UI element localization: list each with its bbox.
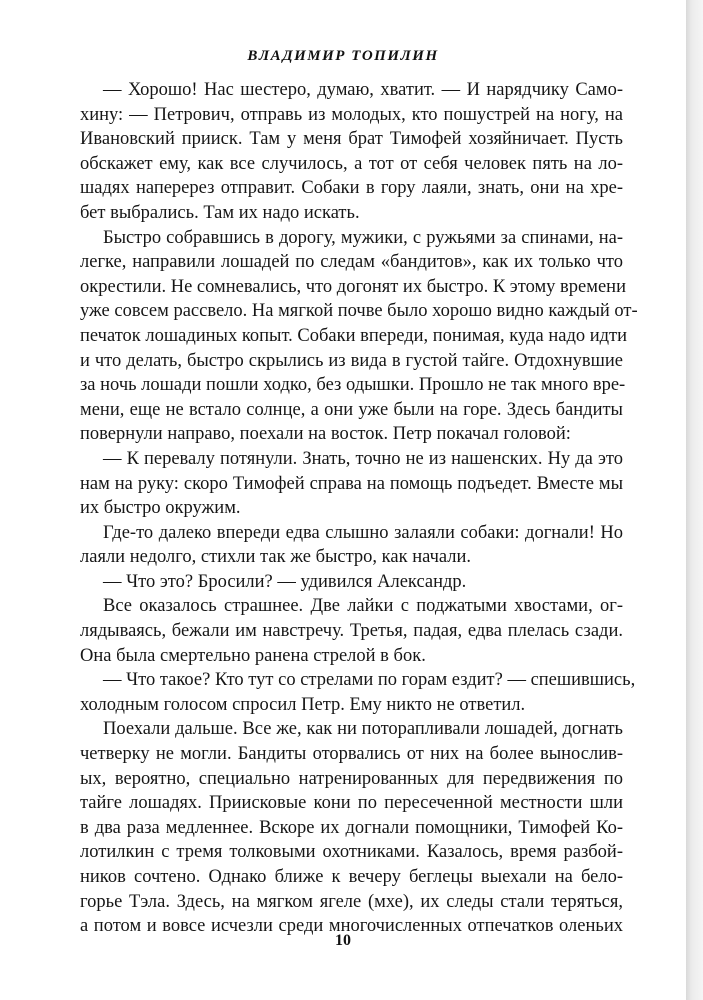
paragraph <box>80 570 623 595</box>
text-line: за ночь лошади пошли ходко, без одышки. Прошло не так много вре- <box>80 375 626 396</box>
text-line: четверку не могли. Бандиты оторвались от них на более вынослив- <box>80 744 623 765</box>
paragraph <box>80 717 623 938</box>
text-line: тайге лошадях. Приисковые кони по пересеченной местности шли <box>80 793 623 814</box>
text-line: уже совсем рассвело. На мягкой почве было хорошо видно каждый от- <box>80 301 638 322</box>
text-line: шадях наперерез отправит. Собаки в гору лаяли, знать, они на хре- <box>80 178 623 199</box>
page-number: 10 <box>335 932 351 949</box>
text-line: печаток лошадиных копыт. Собаки впереди, понимая, куда надо идти <box>80 325 628 346</box>
text-line: в два раза медленнее. Вскоре их догнали помощники, Тимофей Ко- <box>80 817 623 838</box>
text-line: мени, еще не встало солнце, а они уже были на горе. Здесь бандиты <box>80 399 623 420</box>
text-line: и что делать, быстро скрылись из вида в густой тайге. Отдохнувшие <box>80 350 623 371</box>
text-line: Поехали дальше. Все же, как ни поторапливали лошадей, догнать <box>103 719 623 740</box>
running-head: ВЛАДИМИР ТОПИЛИН <box>247 48 439 64</box>
text-line: лаяли недолго, стихли так же быстро, как начали. <box>80 547 472 568</box>
text-line: их быстро окружим. <box>80 498 241 519</box>
text-line: лядываясь, бежали им навстречу. Третья, падая, едва плелась сзади. <box>80 621 623 642</box>
text-line: — Что такое? Кто тут со стрелами по горам ездит? — спешившись, <box>103 670 636 691</box>
text-line: хину: — Петрович, отправь из молодых, кто пошустрей на ногу, на <box>80 104 623 125</box>
text-line: Она была смертельно ранена стрелой в бок. <box>80 645 426 666</box>
text-line: холодным голосом спросил Петр. Ему никто не ответил. <box>80 694 526 715</box>
text-line: — К перевалу потянули. Знать, точно не из нашенских. Ну да это <box>103 448 623 469</box>
paragraph <box>80 78 623 226</box>
text-line: Ивановский прииск. Там у меня брат Тимофей хозяйничает. Пусть <box>80 129 623 150</box>
text-line: Где-то далеко впереди едва слышно залаяли собаки: догнали! Но <box>103 522 623 543</box>
paragraph <box>80 447 623 521</box>
text-line: — Хорошо! Нас шестеро, думаю, хватит. — И нарядчику Само- <box>103 80 623 100</box>
text-line: — Что это? Бросили? — удивился Александр. <box>103 571 467 592</box>
text-line: ников сочтено. Однако ближе к вечеру беглецы выехали на бело- <box>80 867 623 887</box>
text-line: бет выбрались. Там их надо искать. <box>80 202 360 223</box>
page-edge-shadow <box>686 0 703 1000</box>
text-line: повернули направо, поехали на восток. Петр покачал головой: <box>80 424 571 445</box>
text-line: лотилкин с тремя толковыми охотниками. Казалось, время разбой- <box>80 842 623 863</box>
paragraph <box>80 594 623 668</box>
text-line: обскажет ему, как все случилось, а тот от себя человек пять на ло- <box>80 153 623 174</box>
paragraph <box>80 521 623 570</box>
text-line: горье Тэла. Здесь, на мягком ягеле (мхе), их следы стали теряться, <box>80 891 623 912</box>
text-line: окрестили. Не сомневались, что догонят их быстро. К этому времени <box>80 276 626 297</box>
paragraph <box>80 668 636 717</box>
text-line: легке, направили лошадей по следам «бандитов», как их только что <box>80 252 623 273</box>
paragraph <box>80 226 638 447</box>
text-line: Быстро собравшись в дорогу, мужики, с ружьями за спинами, на- <box>103 227 623 248</box>
body-text <box>80 78 638 939</box>
text-line: Все оказалось страшнее. Две лайки с поджатыми хвостами, ог- <box>103 596 623 617</box>
text-line: ых, вероятно, специально натренированных для передвижения по <box>80 768 623 789</box>
text-line: нам на руку: скоро Тимофей справа на помощь подъедет. Вместе мы <box>80 473 623 494</box>
text-line: а потом и вовсе исчезли среди многочисленных отпечатков оленьих <box>80 916 623 937</box>
